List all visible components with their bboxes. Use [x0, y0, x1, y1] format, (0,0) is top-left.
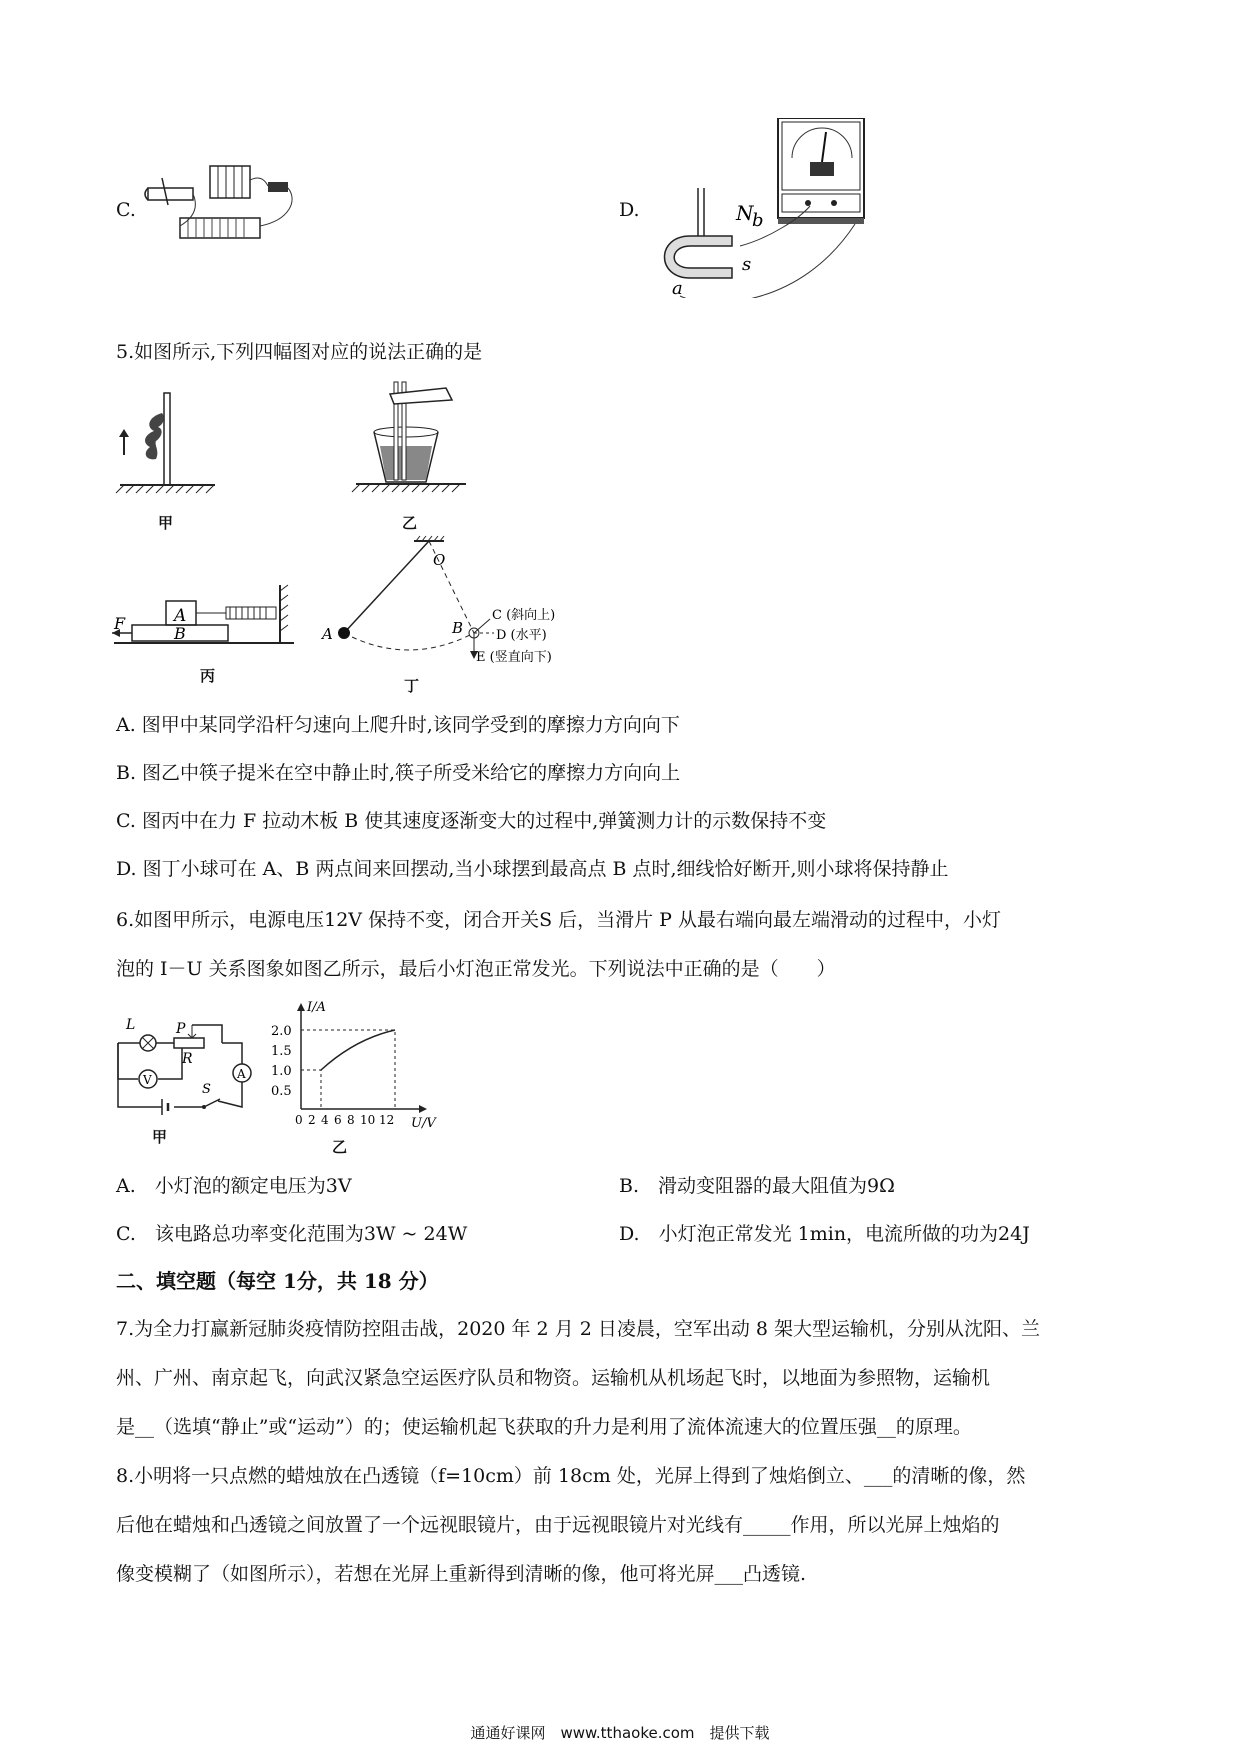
q5-fig-ding	[320, 535, 570, 675]
q6-stem-line1: 6.如图甲所示，电源电压12V 保持不变，闭合开关S 后，当滑片 P 从最右端向最左端滑动的过程中，小灯	[116, 909, 1001, 931]
graph-y-tick: 1.5	[271, 1044, 292, 1059]
q5-stem: 5.如图所示,下列四幅图对应的说法正确的是	[116, 341, 483, 363]
q5-fig-bing	[110, 575, 300, 655]
q4-option-d-figure	[650, 118, 890, 298]
q5-option-d: D. 图丁小球可在 A、B 两点间来回摆动,当小球摆到最高点 B 点时,细线恰好断开,则小球将保持静止	[116, 858, 949, 880]
section-2-title: 二、填空题（每空 1分，共 18 分）	[116, 1269, 439, 1293]
graph-x-tick: 8	[347, 1113, 355, 1127]
block-a-label: A	[174, 606, 187, 626]
graph-x-axis-label: U/V	[411, 1116, 436, 1131]
wire-label-b: b	[752, 210, 764, 231]
q6-iu-graph	[265, 995, 440, 1135]
graph-x-tick: 4	[321, 1113, 329, 1127]
direction-e-label: E (竖直向下)	[476, 650, 552, 665]
q7-line2: 州、广州、南京起飞，向武汉紧急空运医疗队员和物资。运输机从机场起飞时，以地面为参照物，运输机	[116, 1367, 991, 1389]
q5-fig-jia	[110, 385, 220, 505]
q8-line1: 8.小明将一只点燃的蜡烛放在凸透镜（f=10cm）前 18cm 处，光屏上得到了烛焰倒立、___的清晰的像，然	[116, 1465, 1026, 1487]
direction-d-label: D (水平)	[496, 628, 547, 643]
q8-line3: 像变模糊了（如图所示），若想在光屏上重新得到清晰的像，他可将光屏___凸透镜.	[116, 1563, 807, 1585]
q4-option-d-label: D.	[619, 199, 640, 221]
graph-y-tick: 2.0	[271, 1024, 292, 1039]
direction-c-label: C (斜向上)	[492, 608, 556, 623]
graph-y-tick: 1.0	[271, 1064, 292, 1079]
magnet-label-n: N	[736, 201, 754, 225]
switch-s-label: S	[202, 1082, 211, 1097]
q6-option-d: D. 小灯泡正常发光 1min，电流所做的功为24J	[619, 1223, 1030, 1245]
q4-option-c-figure	[140, 160, 340, 260]
q5-caption-ding: 丁	[404, 677, 420, 695]
slider-p-label: P	[176, 1021, 186, 1037]
board-b-label: B	[174, 624, 186, 643]
graph-x-tick: 6	[334, 1113, 342, 1127]
wire-label-a: a	[672, 278, 683, 298]
graph-y-axis-label: I/A	[307, 1000, 326, 1015]
graph-x-tick: 10	[360, 1113, 376, 1127]
magnet-label-s: s	[742, 254, 752, 275]
q5-option-a: A. 图甲中某同学沿杆匀速向上爬升时,该同学受到的摩擦力方向向下	[116, 714, 680, 736]
q5-caption-yi: 乙	[402, 514, 418, 532]
q8-line2: 后他在蜡烛和凸透镜之间放置了一个远视眼镜片，由于远视眼镜片对光线有_____作用，所以光屏上烛焰的	[116, 1514, 1000, 1536]
graph-x-tick: 0	[295, 1113, 303, 1127]
pivot-o-label: O	[433, 551, 446, 569]
page-footer: 通通好课网 www.tthaoke.com 提供下载	[470, 1724, 770, 1742]
q6-caption-yi: 乙	[332, 1138, 348, 1156]
graph-x-tick: 12	[379, 1113, 395, 1127]
q7-line1: 7.为全力打赢新冠肺炎疫情防控阻击战，2020 年 2 月 2 日凌晨，空军出动 8 架大型运输机，分别从沈阳、兰	[116, 1318, 1041, 1340]
q6-stem-line2: 泡的 I－U 关系图象如图乙所示，最后小灯泡正常发光。下列说法中正确的是（ ）	[116, 958, 836, 980]
q5-caption-bing: 丙	[200, 667, 216, 685]
q5-fig-yi	[350, 380, 470, 500]
q5-caption-jia: 甲	[158, 514, 174, 532]
point-b-label: B	[452, 619, 464, 637]
q6-option-c: C. 该电路总功率变化范围为3W ~ 24W	[116, 1223, 468, 1245]
graph-x-tick: 2	[308, 1113, 316, 1127]
force-f-label: F	[114, 614, 126, 633]
q6-circuit-diagram	[110, 1005, 260, 1125]
q6-option-a: A. 小灯泡的额定电压为3V	[116, 1175, 352, 1197]
ball-a-label: A	[322, 625, 333, 643]
q6-option-b: B. 滑动变阻器的最大阻值为9Ω	[619, 1175, 895, 1197]
voltmeter-label: V	[143, 1073, 152, 1087]
rheostat-r-label: R	[182, 1051, 193, 1067]
lamp-label-l: L	[126, 1017, 136, 1033]
q6-caption-jia: 甲	[152, 1128, 168, 1146]
q7-line3: 是__（选填“静止”或“运动”）的；使运输机起飞获取的升力是利用了流体流速大的位置压强__的原理。	[116, 1416, 972, 1438]
q5-option-c: C. 图丙中在力 F 拉动木板 B 使其速度逐渐变大的过程中,弹簧测力计的示数保持不变	[116, 810, 827, 832]
q5-option-b: B. 图乙中筷子提米在空中静止时,筷子所受米给它的摩擦力方向向上	[116, 762, 681, 784]
graph-y-tick: 0.5	[271, 1084, 292, 1099]
q4-option-c-label: C.	[116, 199, 136, 221]
ammeter-label: A	[237, 1067, 246, 1081]
